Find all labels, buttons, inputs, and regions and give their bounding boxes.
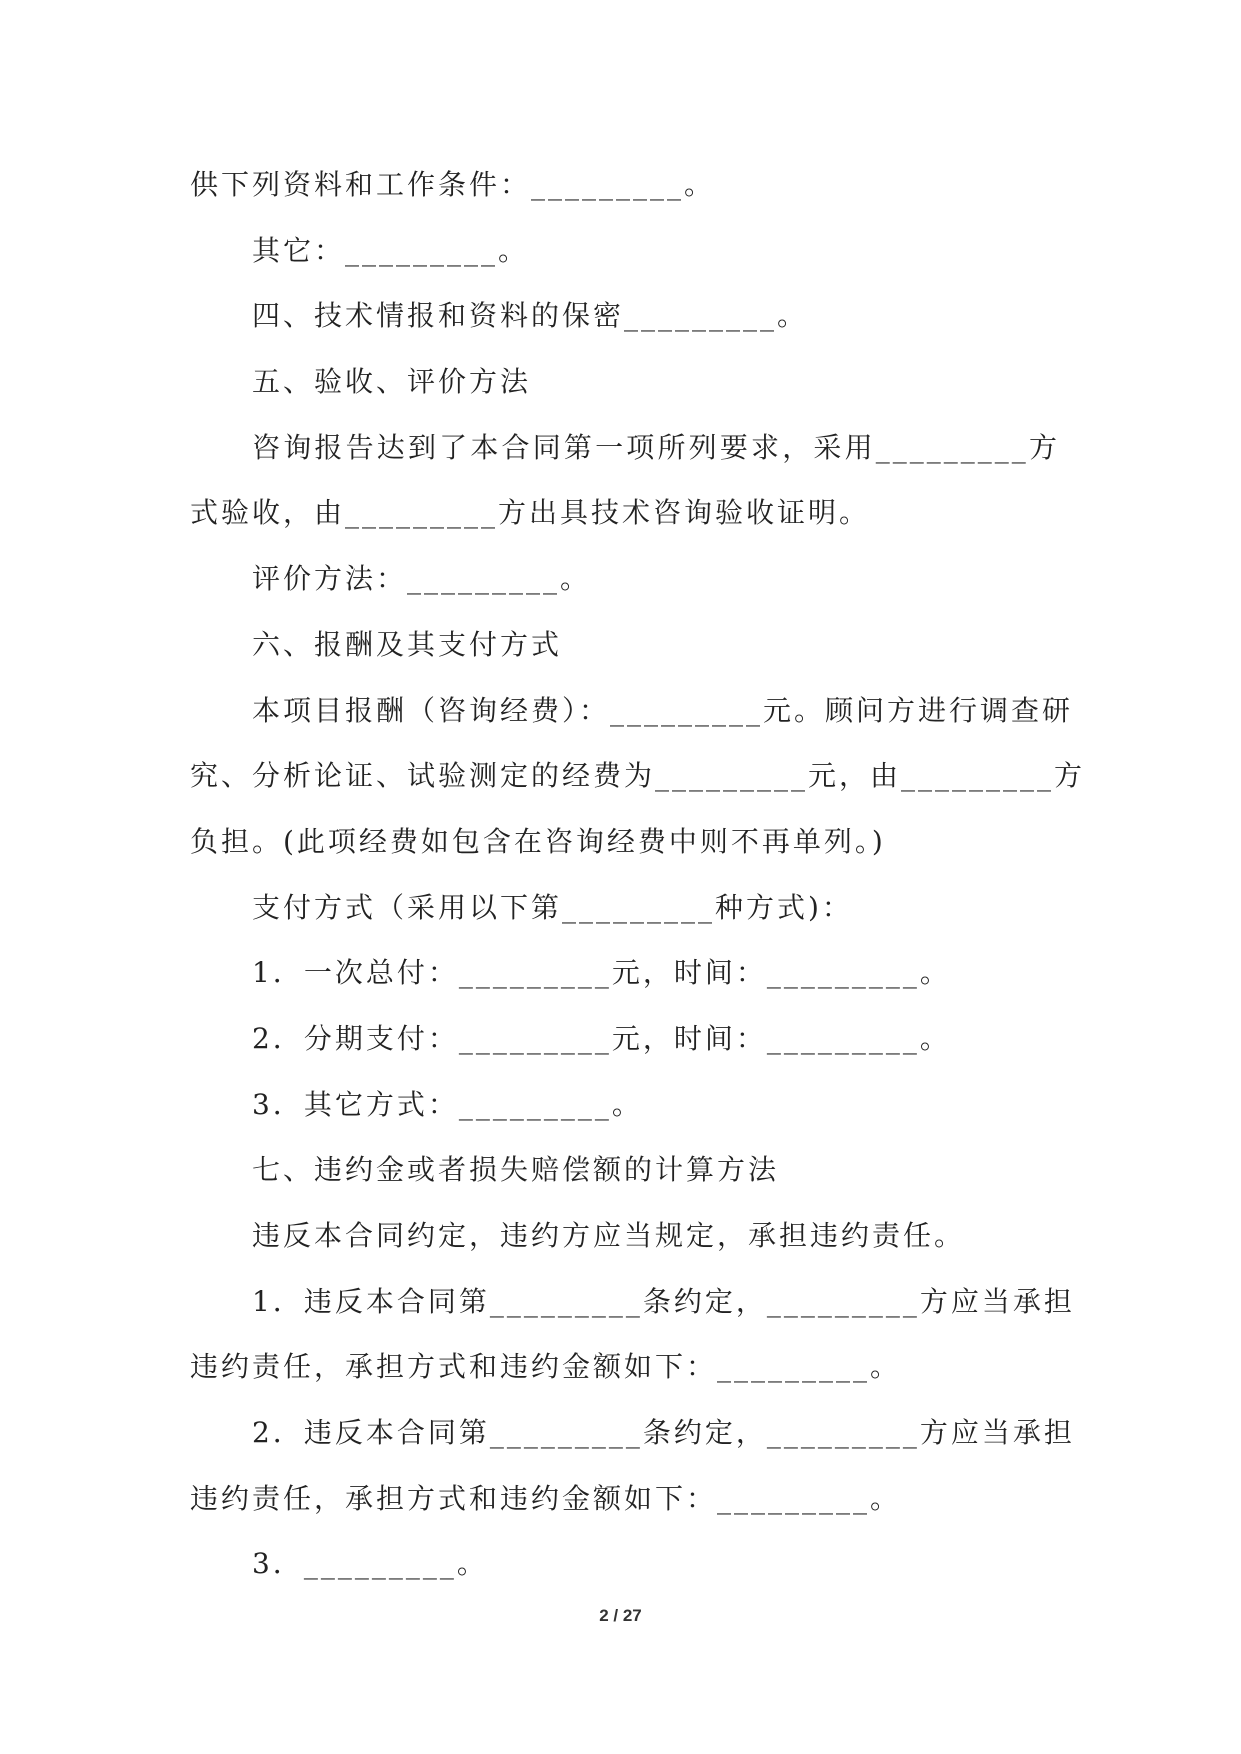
text-line: 1．违反本合同第_________条约定，_________方应当承担 — [252, 1284, 1075, 1318]
page-number: 2 / 27 — [599, 1606, 642, 1625]
text-line: 3．其它方式：_________。 — [252, 1087, 643, 1121]
text-line: 1．一次总付：_________元，时间：_________。 — [252, 956, 951, 990]
document-body — [190, 152, 1086, 1597]
text-line: 七、违约金或者损失赔偿额的计算方法 — [252, 1153, 780, 1187]
text-line: 其它：_________。 — [252, 233, 530, 267]
text-line: 支付方式（采用以下第_________种方式)： — [252, 890, 853, 924]
text-line: 咨询报告达到了本合同第一项所列要求，采用_________方 — [252, 430, 1060, 464]
text-line: 评价方法：_________。 — [252, 562, 592, 596]
text-line: 2．违反本合同第_________条约定，_________方应当承担 — [252, 1416, 1075, 1450]
text-line: 违约责任，承担方式和违约金额如下：_________。 — [190, 1481, 902, 1515]
text-line: 五、验收、评价方法 — [252, 365, 532, 399]
text-line: 式验收，由_________方出具技术咨询验收证明。 — [190, 496, 871, 530]
text-line: 负担。(此项经费如包含在咨询经费中则不再单列。) — [190, 824, 886, 858]
text-line: 究、分析论证、试验测定的经费为_________元，由_________方 — [190, 759, 1086, 793]
text-line: 六、报酬及其支付方式 — [252, 627, 563, 661]
text-line: 本项目报酬（咨询经费）：_________元。顾问方进行调查研 — [252, 693, 1074, 727]
text-line: 2．分期支付：_________元，时间：_________。 — [252, 1021, 951, 1055]
text-line: 供下列资料和工作条件：_________。 — [190, 168, 716, 201]
text-line: 四、技术情报和资料的保密_________。 — [252, 299, 809, 333]
text-line: 3．_________。 — [252, 1547, 488, 1581]
text-line: 违约责任，承担方式和违约金额如下：_________。 — [190, 1350, 902, 1384]
text-line: 违反本合同约定，违约方应当规定，承担违约责任。 — [252, 1219, 966, 1252]
